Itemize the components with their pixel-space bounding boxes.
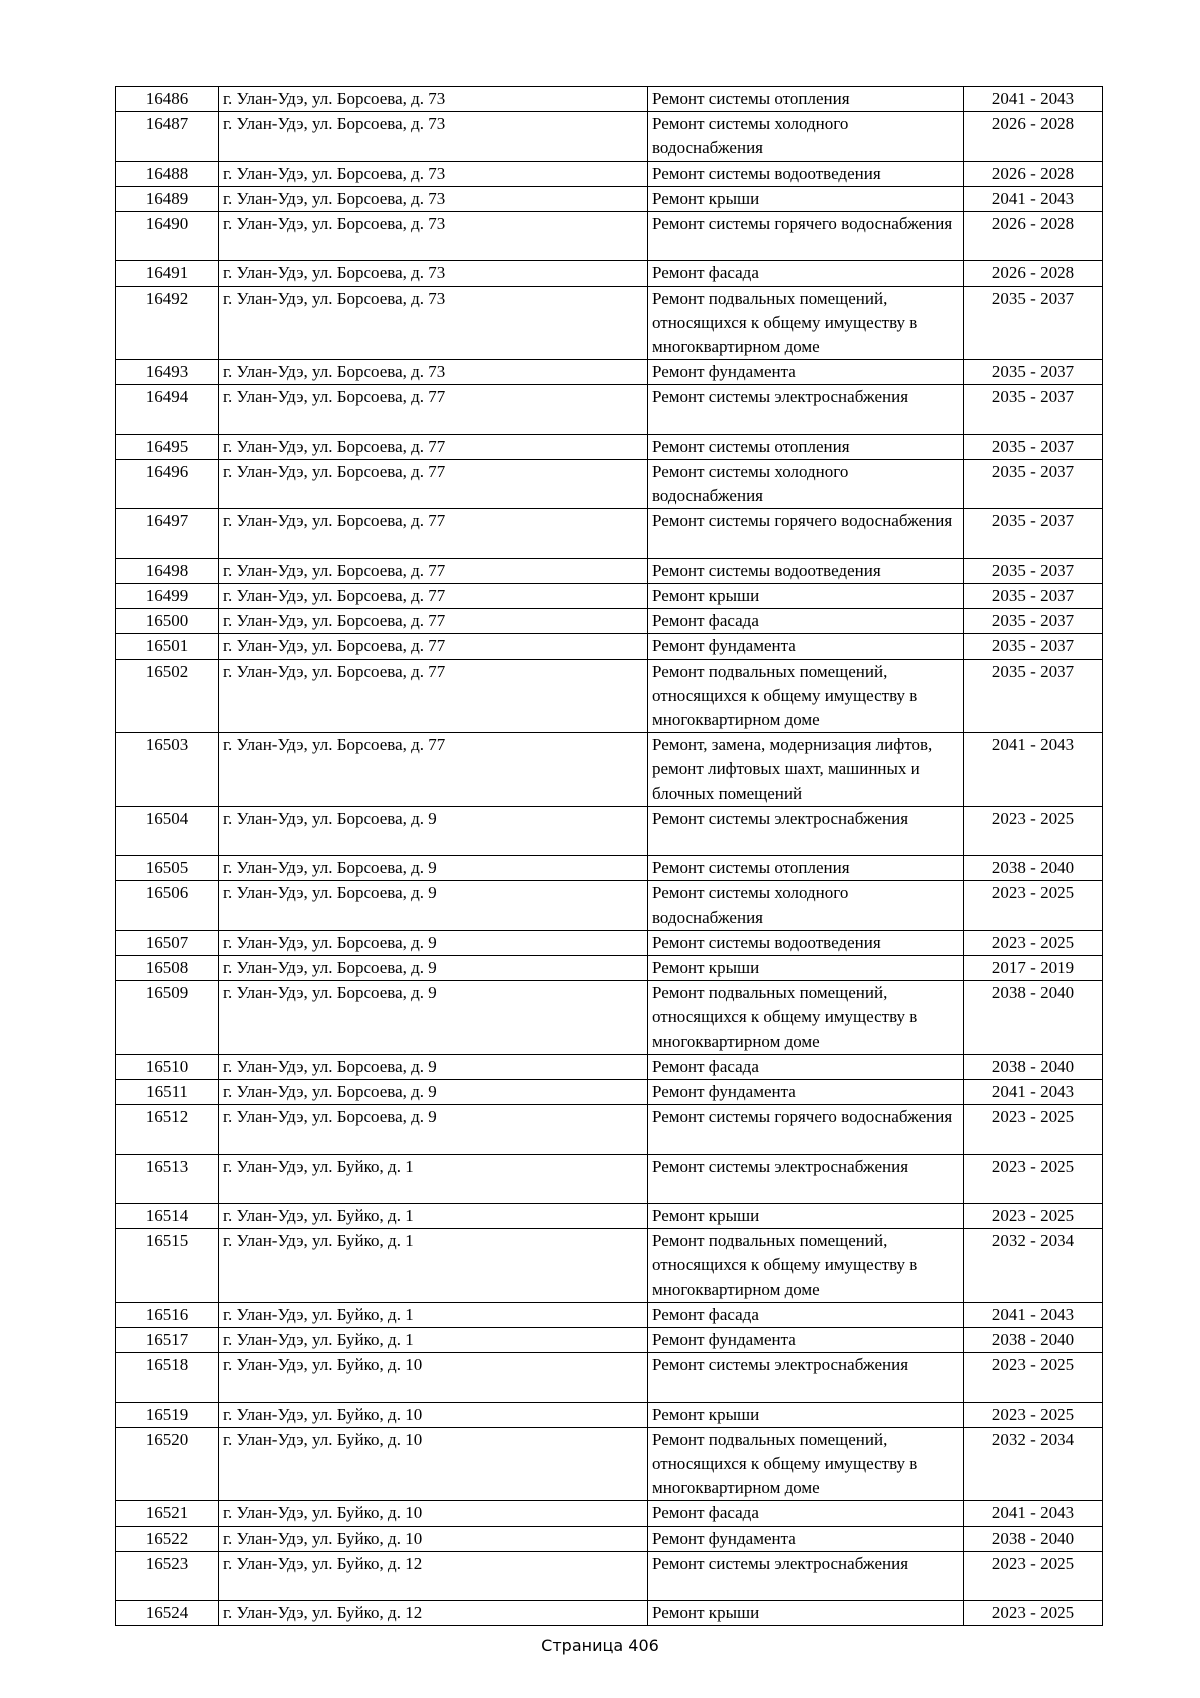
table-row	[116, 1353, 1103, 1402]
address-cell: г. Улан-Удэ, ул. Борсоева, д. 73	[219, 112, 648, 161]
work-type-cell: Ремонт подвальных помещений, относящихся к общему имуществу в многоквартирном доме	[648, 981, 964, 1055]
address-cell: г. Улан-Удэ, ул. Борсоева, д. 77	[219, 733, 648, 807]
work-type-cell: Ремонт фасада	[648, 609, 964, 634]
table-row	[116, 956, 1103, 981]
period-cell: 2023 - 2025	[964, 1402, 1103, 1427]
table-row	[116, 261, 1103, 286]
address-cell: г. Улан-Удэ, ул. Буйко, д. 10	[219, 1402, 648, 1427]
address-cell: г. Улан-Удэ, ул. Борсоева, д. 9	[219, 930, 648, 955]
address-cell: г. Улан-Удэ, ул. Борсоева, д. 9	[219, 981, 648, 1055]
address-cell: г. Улан-Удэ, ул. Борсоева, д. 77	[219, 659, 648, 733]
work-type-cell: Ремонт системы отопления	[648, 856, 964, 881]
work-type-cell: Ремонт системы водоотведения	[648, 161, 964, 186]
row-number-cell: 16502	[116, 659, 219, 733]
address-cell: г. Улан-Удэ, ул. Буйко, д. 1	[219, 1229, 648, 1303]
row-number-cell: 16489	[116, 186, 219, 211]
row-number-cell: 16500	[116, 609, 219, 634]
row-number-cell: 16507	[116, 930, 219, 955]
period-cell: 2035 - 2037	[964, 360, 1103, 385]
period-cell: 2017 - 2019	[964, 956, 1103, 981]
address-cell: г. Улан-Удэ, ул. Буйко, д. 1	[219, 1154, 648, 1203]
period-cell: 2038 - 2040	[964, 1526, 1103, 1551]
address-cell: г. Улан-Удэ, ул. Буйко, д. 12	[219, 1551, 648, 1600]
address-cell: г. Улан-Удэ, ул. Борсоева, д. 77	[219, 609, 648, 634]
period-cell: 2023 - 2025	[964, 1601, 1103, 1626]
table-row	[116, 1526, 1103, 1551]
table-body	[116, 87, 1103, 1626]
period-cell: 2041 - 2043	[964, 1501, 1103, 1526]
row-number-cell: 16506	[116, 881, 219, 930]
table-row	[116, 112, 1103, 161]
address-cell: г. Улан-Удэ, ул. Борсоева, д. 77	[219, 460, 648, 509]
period-cell: 2026 - 2028	[964, 161, 1103, 186]
row-number-cell: 16518	[116, 1353, 219, 1402]
address-cell: г. Улан-Удэ, ул. Буйко, д. 1	[219, 1302, 648, 1327]
address-cell: г. Улан-Удэ, ул. Борсоева, д. 9	[219, 1054, 648, 1079]
work-type-cell: Ремонт, замена, модернизация лифтов, ремонт лифтовых шахт, машинных и блочных помещений	[648, 733, 964, 807]
page-number: Страница 406	[541, 1636, 659, 1655]
work-type-cell: Ремонт подвальных помещений, относящихся к общему имуществу в многоквартирном доме	[648, 659, 964, 733]
period-cell: 2035 - 2037	[964, 286, 1103, 360]
row-number-cell: 16493	[116, 360, 219, 385]
row-number-cell: 16514	[116, 1204, 219, 1229]
work-type-cell: Ремонт системы холодного водоснабжения	[648, 460, 964, 509]
work-type-cell: Ремонт системы отопления	[648, 434, 964, 459]
row-number-cell: 16517	[116, 1328, 219, 1353]
period-cell: 2026 - 2028	[964, 261, 1103, 286]
row-number-cell: 16524	[116, 1601, 219, 1626]
work-type-cell: Ремонт подвальных помещений, относящихся к общему имуществу в многоквартирном доме	[648, 1427, 964, 1501]
address-cell: г. Улан-Удэ, ул. Борсоева, д. 9	[219, 856, 648, 881]
period-cell: 2035 - 2037	[964, 659, 1103, 733]
table-row	[116, 460, 1103, 509]
address-cell: г. Улан-Удэ, ул. Борсоева, д. 9	[219, 881, 648, 930]
period-cell: 2041 - 2043	[964, 1302, 1103, 1327]
row-number-cell: 16498	[116, 558, 219, 583]
row-number-cell: 16499	[116, 584, 219, 609]
table-row	[116, 1551, 1103, 1600]
row-number-cell: 16521	[116, 1501, 219, 1526]
period-cell: 2041 - 2043	[964, 733, 1103, 807]
work-type-cell: Ремонт системы водоотведения	[648, 930, 964, 955]
table-row	[116, 609, 1103, 634]
address-cell: г. Улан-Удэ, ул. Буйко, д. 1	[219, 1328, 648, 1353]
address-cell: г. Улан-Удэ, ул. Борсоева, д. 9	[219, 956, 648, 981]
row-number-cell: 16494	[116, 385, 219, 434]
period-cell: 2035 - 2037	[964, 434, 1103, 459]
row-number-cell: 16491	[116, 261, 219, 286]
table-row	[116, 981, 1103, 1055]
period-cell: 2035 - 2037	[964, 634, 1103, 659]
period-cell: 2026 - 2028	[964, 212, 1103, 261]
table-row	[116, 1402, 1103, 1427]
table-row	[116, 434, 1103, 459]
table-row	[116, 286, 1103, 360]
work-type-cell: Ремонт фасада	[648, 261, 964, 286]
address-cell: г. Улан-Удэ, ул. Борсоева, д. 77	[219, 558, 648, 583]
row-number-cell: 16495	[116, 434, 219, 459]
table-row	[116, 161, 1103, 186]
period-cell: 2038 - 2040	[964, 856, 1103, 881]
work-type-cell: Ремонт крыши	[648, 1402, 964, 1427]
address-cell: г. Улан-Удэ, ул. Борсоева, д. 77	[219, 634, 648, 659]
table-row	[116, 1080, 1103, 1105]
address-cell: г. Улан-Удэ, ул. Борсоева, д. 77	[219, 385, 648, 434]
period-cell: 2023 - 2025	[964, 1204, 1103, 1229]
work-type-cell: Ремонт системы горячего водоснабжения	[648, 1105, 964, 1154]
table-row	[116, 1054, 1103, 1079]
work-type-cell: Ремонт системы электроснабжения	[648, 1353, 964, 1402]
work-type-cell: Ремонт системы электроснабжения	[648, 1154, 964, 1203]
row-number-cell: 16508	[116, 956, 219, 981]
work-type-cell: Ремонт подвальных помещений, относящихся к общему имуществу в многоквартирном доме	[648, 286, 964, 360]
period-cell: 2035 - 2037	[964, 558, 1103, 583]
work-type-cell: Ремонт системы горячего водоснабжения	[648, 212, 964, 261]
address-cell: г. Улан-Удэ, ул. Борсоева, д. 9	[219, 1105, 648, 1154]
table-row	[116, 186, 1103, 211]
table-row	[116, 558, 1103, 583]
table-row	[116, 1328, 1103, 1353]
table-row	[116, 634, 1103, 659]
address-cell: г. Улан-Удэ, ул. Борсоева, д. 73	[219, 212, 648, 261]
address-cell: г. Улан-Удэ, ул. Борсоева, д. 73	[219, 161, 648, 186]
address-cell: г. Улан-Удэ, ул. Буйко, д. 10	[219, 1501, 648, 1526]
table-row	[116, 509, 1103, 558]
work-type-cell: Ремонт крыши	[648, 186, 964, 211]
row-number-cell: 16520	[116, 1427, 219, 1501]
period-cell: 2023 - 2025	[964, 881, 1103, 930]
address-cell: г. Улан-Удэ, ул. Борсоева, д. 73	[219, 186, 648, 211]
work-type-cell: Ремонт крыши	[648, 584, 964, 609]
table-row	[116, 733, 1103, 807]
period-cell: 2035 - 2037	[964, 460, 1103, 509]
work-type-cell: Ремонт системы холодного водоснабжения	[648, 112, 964, 161]
row-number-cell: 16490	[116, 212, 219, 261]
address-cell: г. Улан-Удэ, ул. Борсоева, д. 73	[219, 87, 648, 112]
address-cell: г. Улан-Удэ, ул. Буйко, д. 12	[219, 1601, 648, 1626]
period-cell: 2035 - 2037	[964, 509, 1103, 558]
period-cell: 2038 - 2040	[964, 1054, 1103, 1079]
period-cell: 2023 - 2025	[964, 1551, 1103, 1600]
row-number-cell: 16523	[116, 1551, 219, 1600]
table-row	[116, 1427, 1103, 1501]
repair-schedule-table	[115, 86, 1103, 1626]
row-number-cell: 16509	[116, 981, 219, 1055]
period-cell: 2035 - 2037	[964, 584, 1103, 609]
work-type-cell: Ремонт системы отопления	[648, 87, 964, 112]
table-row	[116, 930, 1103, 955]
row-number-cell: 16487	[116, 112, 219, 161]
work-type-cell: Ремонт крыши	[648, 1601, 964, 1626]
address-cell: г. Улан-Удэ, ул. Борсоева, д. 73	[219, 360, 648, 385]
table-row	[116, 212, 1103, 261]
period-cell: 2023 - 2025	[964, 1105, 1103, 1154]
table-row	[116, 1204, 1103, 1229]
row-number-cell: 16497	[116, 509, 219, 558]
work-type-cell: Ремонт системы холодного водоснабжения	[648, 881, 964, 930]
address-cell: г. Улан-Удэ, ул. Буйко, д. 10	[219, 1427, 648, 1501]
table-row	[116, 881, 1103, 930]
address-cell: г. Улан-Удэ, ул. Борсоева, д. 73	[219, 286, 648, 360]
row-number-cell: 16504	[116, 806, 219, 855]
period-cell: 2038 - 2040	[964, 1328, 1103, 1353]
period-cell: 2041 - 2043	[964, 1080, 1103, 1105]
row-number-cell: 16486	[116, 87, 219, 112]
work-type-cell: Ремонт крыши	[648, 956, 964, 981]
work-type-cell: Ремонт фасада	[648, 1054, 964, 1079]
period-cell: 2023 - 2025	[964, 930, 1103, 955]
table-row	[116, 1154, 1103, 1203]
table-row	[116, 1229, 1103, 1303]
row-number-cell: 16513	[116, 1154, 219, 1203]
work-type-cell: Ремонт системы электроснабжения	[648, 385, 964, 434]
work-type-cell: Ремонт фасада	[648, 1302, 964, 1327]
address-cell: г. Улан-Удэ, ул. Борсоева, д. 9	[219, 806, 648, 855]
period-cell: 2041 - 2043	[964, 87, 1103, 112]
row-number-cell: 16510	[116, 1054, 219, 1079]
table-row	[116, 1501, 1103, 1526]
row-number-cell: 16522	[116, 1526, 219, 1551]
period-cell: 2026 - 2028	[964, 112, 1103, 161]
table-row	[116, 1302, 1103, 1327]
work-type-cell: Ремонт подвальных помещений, относящихся к общему имуществу в многоквартирном доме	[648, 1229, 964, 1303]
work-type-cell: Ремонт системы электроснабжения	[648, 1551, 964, 1600]
address-cell: г. Улан-Удэ, ул. Буйко, д. 1	[219, 1204, 648, 1229]
work-type-cell: Ремонт фундамента	[648, 1526, 964, 1551]
work-type-cell: Ремонт крыши	[648, 1204, 964, 1229]
work-type-cell: Ремонт фундамента	[648, 1328, 964, 1353]
work-type-cell: Ремонт системы горячего водоснабжения	[648, 509, 964, 558]
table-row	[116, 385, 1103, 434]
table-row	[116, 87, 1103, 112]
table-row	[116, 806, 1103, 855]
work-type-cell: Ремонт системы электроснабжения	[648, 806, 964, 855]
table-row	[116, 360, 1103, 385]
period-cell: 2038 - 2040	[964, 981, 1103, 1055]
period-cell: 2032 - 2034	[964, 1427, 1103, 1501]
work-type-cell: Ремонт фундамента	[648, 360, 964, 385]
period-cell: 2023 - 2025	[964, 806, 1103, 855]
row-number-cell: 16505	[116, 856, 219, 881]
row-number-cell: 16511	[116, 1080, 219, 1105]
work-type-cell: Ремонт фундамента	[648, 634, 964, 659]
period-cell: 2023 - 2025	[964, 1154, 1103, 1203]
table-row	[116, 1601, 1103, 1626]
work-type-cell: Ремонт фундамента	[648, 1080, 964, 1105]
period-cell: 2035 - 2037	[964, 609, 1103, 634]
table-row	[116, 1105, 1103, 1154]
address-cell: г. Улан-Удэ, ул. Борсоева, д. 9	[219, 1080, 648, 1105]
table-row	[116, 856, 1103, 881]
row-number-cell: 16503	[116, 733, 219, 807]
row-number-cell: 16516	[116, 1302, 219, 1327]
address-cell: г. Улан-Удэ, ул. Борсоева, д. 77	[219, 509, 648, 558]
period-cell: 2032 - 2034	[964, 1229, 1103, 1303]
address-cell: г. Улан-Удэ, ул. Борсоева, д. 77	[219, 584, 648, 609]
period-cell: 2041 - 2043	[964, 186, 1103, 211]
row-number-cell: 16496	[116, 460, 219, 509]
row-number-cell: 16515	[116, 1229, 219, 1303]
work-type-cell: Ремонт системы водоотведения	[648, 558, 964, 583]
address-cell: г. Улан-Удэ, ул. Борсоева, д. 77	[219, 434, 648, 459]
period-cell: 2035 - 2037	[964, 385, 1103, 434]
row-number-cell: 16501	[116, 634, 219, 659]
table-row	[116, 584, 1103, 609]
row-number-cell: 16492	[116, 286, 219, 360]
address-cell: г. Улан-Удэ, ул. Борсоева, д. 73	[219, 261, 648, 286]
address-cell: г. Улан-Удэ, ул. Буйко, д. 10	[219, 1353, 648, 1402]
table-row	[116, 659, 1103, 733]
row-number-cell: 16488	[116, 161, 219, 186]
period-cell: 2023 - 2025	[964, 1353, 1103, 1402]
address-cell: г. Улан-Удэ, ул. Буйко, д. 10	[219, 1526, 648, 1551]
work-type-cell: Ремонт фасада	[648, 1501, 964, 1526]
row-number-cell: 16512	[116, 1105, 219, 1154]
row-number-cell: 16519	[116, 1402, 219, 1427]
